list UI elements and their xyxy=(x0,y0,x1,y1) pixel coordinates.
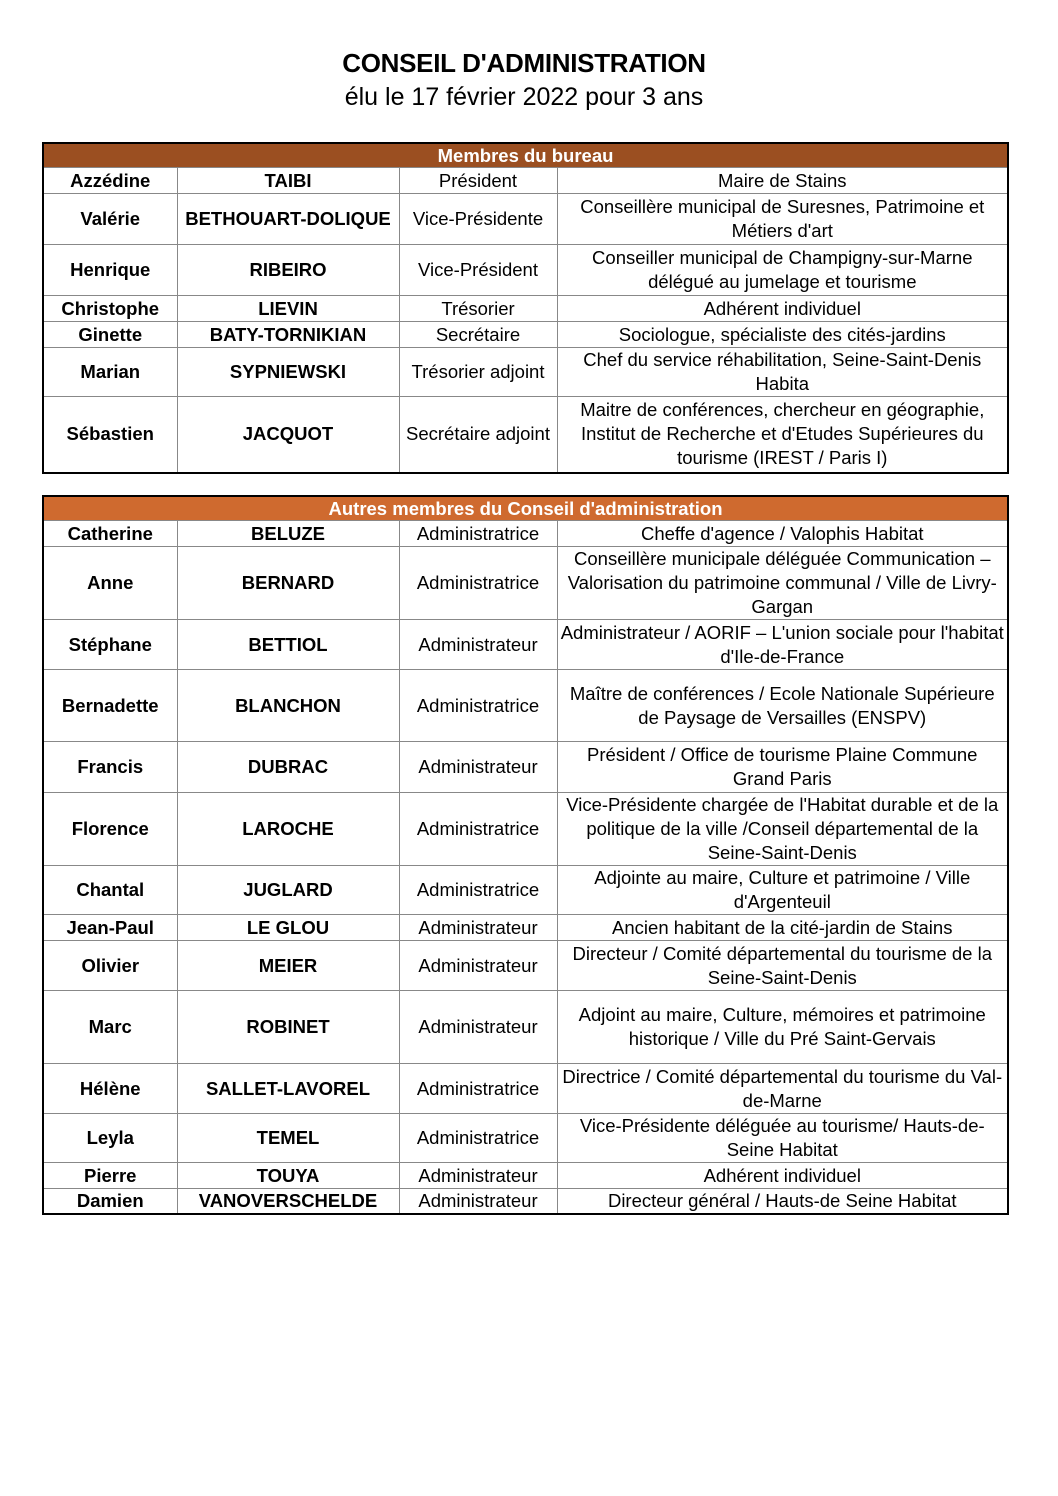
member-role-cell: Administrateur xyxy=(399,915,557,941)
member-first-name-cell: Damien xyxy=(43,1189,177,1215)
member-role-cell: Administrateur xyxy=(399,620,557,670)
member-first-name-cell: Catherine xyxy=(43,521,177,547)
table-row xyxy=(43,194,1008,245)
member-last-name-cell: MEIER xyxy=(177,941,399,991)
member-last-name-cell: ROBINET xyxy=(177,991,399,1064)
member-last-name-cell: BETTIOL xyxy=(177,620,399,670)
member-description-cell: Chef du service réhabilitation, Seine-Saint-Denis Habita xyxy=(557,348,1008,397)
member-description-cell: Maître de conférences / Ecole Nationale Supérieure de Paysage de Versailles (ENSPV) xyxy=(557,670,1008,742)
member-last-name-cell: LIEVIN xyxy=(177,296,399,322)
section-header-row xyxy=(43,143,1008,168)
member-description-cell: Maitre de conférences, chercheur en géographie, Institut de Recherche et d'Etudes Supérieures du tourisme (IREST / Paris I) xyxy=(557,397,1008,473)
other-members-table xyxy=(42,495,1009,1215)
member-description-cell: Conseillère municipal de Suresnes, Patrimoine et Métiers d'art xyxy=(557,194,1008,245)
member-role-cell: Trésorier xyxy=(399,296,557,322)
member-description-cell: Adjointe au maire, Culture et patrimoine / Ville d'Argenteuil xyxy=(557,866,1008,915)
member-role-cell: Président xyxy=(399,168,557,194)
member-first-name-cell: Bernadette xyxy=(43,670,177,742)
table-row xyxy=(43,915,1008,941)
member-first-name-cell: Leyla xyxy=(43,1114,177,1163)
member-first-name-cell: Jean-Paul xyxy=(43,915,177,941)
table-row xyxy=(43,348,1008,397)
member-description-cell: Sociologue, spécialiste des cités-jardins xyxy=(557,322,1008,348)
member-first-name-cell: Florence xyxy=(43,793,177,866)
table-row xyxy=(43,521,1008,547)
member-first-name-cell: Ginette xyxy=(43,322,177,348)
table-row xyxy=(43,547,1008,620)
member-description-cell: Adjoint au maire, Culture, mémoires et patrimoine historique / Ville du Pré Saint-Gervais xyxy=(557,991,1008,1064)
member-role-cell: Vice-Présidente xyxy=(399,194,557,245)
table-row xyxy=(43,670,1008,742)
member-description-cell: Vice-Présidente chargée de l'Habitat durable et de la politique de la ville /Conseil départemental de la Seine-Saint-Denis xyxy=(557,793,1008,866)
member-last-name-cell: SALLET-LAVOREL xyxy=(177,1064,399,1114)
member-first-name-cell: Stéphane xyxy=(43,620,177,670)
member-last-name-cell: BELUZE xyxy=(177,521,399,547)
member-description-cell: Adhérent individuel xyxy=(557,296,1008,322)
member-first-name-cell: Azzédine xyxy=(43,168,177,194)
member-role-cell: Administratrice xyxy=(399,793,557,866)
member-description-cell: Maire de Stains xyxy=(557,168,1008,194)
table-row xyxy=(43,1163,1008,1189)
member-role-cell: Administrateur xyxy=(399,1189,557,1215)
member-last-name-cell: RIBEIRO xyxy=(177,245,399,296)
member-role-cell: Administrateur xyxy=(399,742,557,793)
member-role-cell: Administratrice xyxy=(399,521,557,547)
other-members-body xyxy=(43,496,1008,1214)
document-header xyxy=(0,48,1048,112)
table-row xyxy=(43,168,1008,194)
member-description-cell: Directeur / Comité départemental du tourisme de la Seine-Saint-Denis xyxy=(557,941,1008,991)
member-description-cell: Adhérent individuel xyxy=(557,1163,1008,1189)
table-row xyxy=(43,793,1008,866)
member-description-cell: Conseiller municipal de Champigny-sur-Marne délégué au jumelage et tourisme xyxy=(557,245,1008,296)
member-last-name-cell: BATY-TORNIKIAN xyxy=(177,322,399,348)
member-first-name-cell: Olivier xyxy=(43,941,177,991)
member-description-cell: Ancien habitant de la cité-jardin de Stains xyxy=(557,915,1008,941)
member-last-name-cell: LAROCHE xyxy=(177,793,399,866)
member-last-name-cell: SYPNIEWSKI xyxy=(177,348,399,397)
section-header-autres: Autres membres du Conseil d'administration xyxy=(43,496,1008,521)
member-first-name-cell: Marc xyxy=(43,991,177,1064)
member-last-name-cell: DUBRAC xyxy=(177,742,399,793)
table-row xyxy=(43,742,1008,793)
member-last-name-cell: JACQUOT xyxy=(177,397,399,473)
member-role-cell: Trésorier adjoint xyxy=(399,348,557,397)
member-first-name-cell: Chantal xyxy=(43,866,177,915)
document-title: CONSEIL D'ADMINISTRATION xyxy=(342,48,706,78)
member-role-cell: Administrateur xyxy=(399,991,557,1064)
member-role-cell: Administratrice xyxy=(399,1114,557,1163)
table-row xyxy=(43,941,1008,991)
member-description-cell: Directeur général / Hauts-de Seine Habitat xyxy=(557,1189,1008,1215)
member-first-name-cell: Anne xyxy=(43,547,177,620)
member-first-name-cell: Pierre xyxy=(43,1163,177,1189)
member-last-name-cell: VANOVERSCHELDE xyxy=(177,1189,399,1215)
member-role-cell: Administratrice xyxy=(399,1064,557,1114)
table-row xyxy=(43,397,1008,473)
member-first-name-cell: Francis xyxy=(43,742,177,793)
table-row xyxy=(43,245,1008,296)
bureau-members-body xyxy=(43,143,1008,473)
member-description-cell: Vice-Présidente déléguée au tourisme/ Hauts-de-Seine Habitat xyxy=(557,1114,1008,1163)
table-row xyxy=(43,991,1008,1064)
section-header-bureau: Membres du bureau xyxy=(43,143,1008,168)
table-row xyxy=(43,1114,1008,1163)
member-last-name-cell: LE GLOU xyxy=(177,915,399,941)
member-role-cell: Secrétaire adjoint xyxy=(399,397,557,473)
member-last-name-cell: BLANCHON xyxy=(177,670,399,742)
member-role-cell: Administratrice xyxy=(399,670,557,742)
member-role-cell: Administratrice xyxy=(399,866,557,915)
member-last-name-cell: TAIBI xyxy=(177,168,399,194)
bureau-members-table xyxy=(42,142,1009,474)
table-row xyxy=(43,620,1008,670)
table-row xyxy=(43,1189,1008,1215)
member-description-cell: Directrice / Comité départemental du tourisme du Val-de-Marne xyxy=(557,1064,1008,1114)
member-last-name-cell: TEMEL xyxy=(177,1114,399,1163)
table-row xyxy=(43,296,1008,322)
member-first-name-cell: Henrique xyxy=(43,245,177,296)
member-role-cell: Administrateur xyxy=(399,1163,557,1189)
member-description-cell: Administrateur / AORIF – L'union sociale pour l'habitat d'Ile-de-France xyxy=(557,620,1008,670)
table-row xyxy=(43,322,1008,348)
member-last-name-cell: BERNARD xyxy=(177,547,399,620)
member-first-name-cell: Christophe xyxy=(43,296,177,322)
member-first-name-cell: Hélène xyxy=(43,1064,177,1114)
member-role-cell: Administrateur xyxy=(399,941,557,991)
member-role-cell: Administratrice xyxy=(399,547,557,620)
member-last-name-cell: TOUYA xyxy=(177,1163,399,1189)
member-description-cell: Conseillère municipale déléguée Communication – Valorisation du patrimoine communal / Ville de Livry-Gargan xyxy=(557,547,1008,620)
table-row xyxy=(43,1064,1008,1114)
member-first-name-cell: Sébastien xyxy=(43,397,177,473)
member-role-cell: Vice-Président xyxy=(399,245,557,296)
member-last-name-cell: BETHOUART-DOLIQUE xyxy=(177,194,399,245)
member-description-cell: Président / Office de tourisme Plaine Commune Grand Paris xyxy=(557,742,1008,793)
member-last-name-cell: JUGLARD xyxy=(177,866,399,915)
member-role-cell: Secrétaire xyxy=(399,322,557,348)
member-first-name-cell: Marian xyxy=(43,348,177,397)
member-first-name-cell: Valérie xyxy=(43,194,177,245)
document-subtitle: élu le 17 février 2022 pour 3 ans xyxy=(344,83,704,111)
section-header-row xyxy=(43,496,1008,521)
member-description-cell: Cheffe d'agence / Valophis Habitat xyxy=(557,521,1008,547)
table-row xyxy=(43,866,1008,915)
